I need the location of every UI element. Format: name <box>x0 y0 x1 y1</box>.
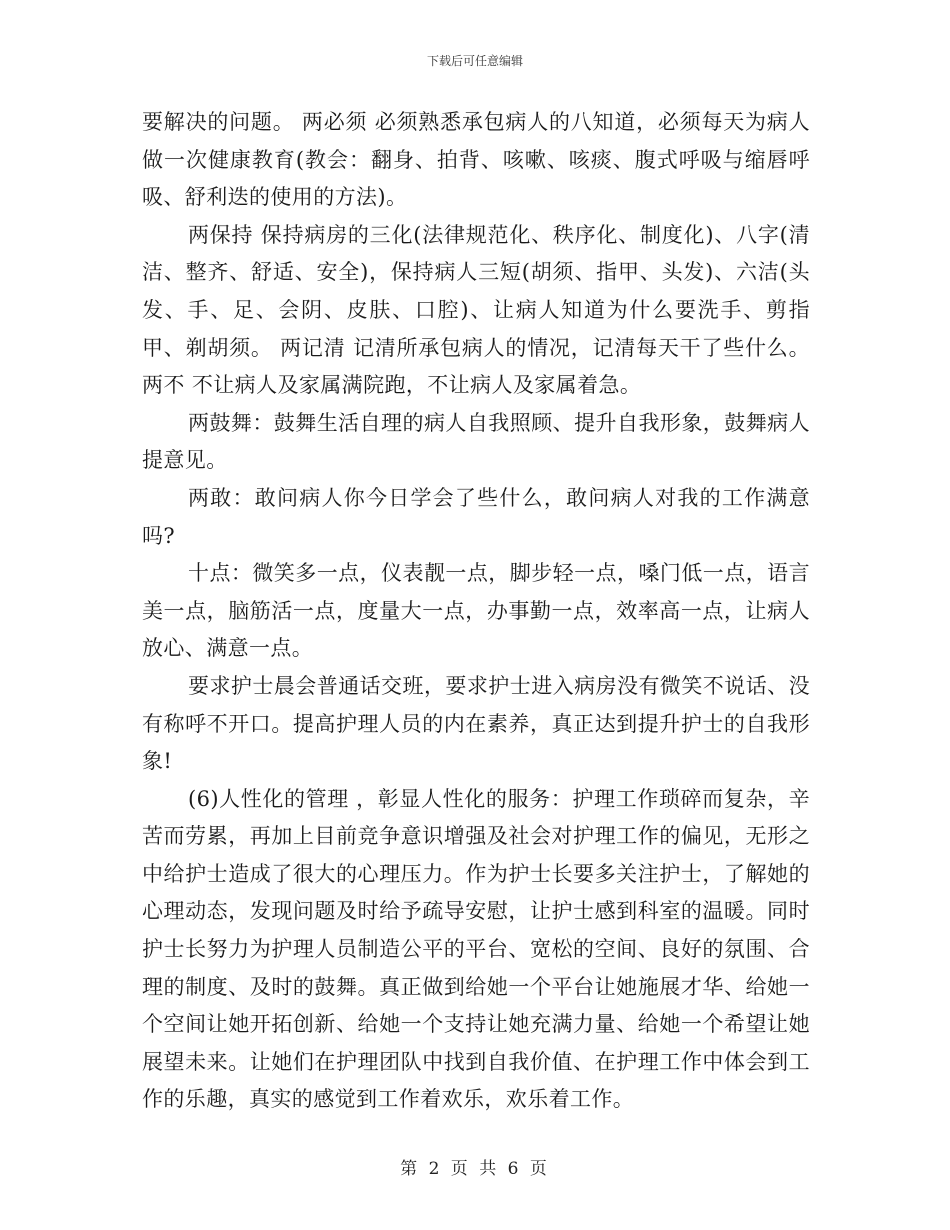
page-number: 第 2 页 共 6 页 <box>400 1159 550 1179</box>
page-header: 下载后可任意编辑 <box>426 54 523 68</box>
paragraph-two-dare: 两敢：敢问病人你今日学会了些什么，敢问病人对我的工作满意吗? <box>142 485 810 548</box>
paragraph-two-encourage: 两鼓舞：鼓舞生活自理的病人自我照顾、提升自我形象，鼓舞病人提意见。 <box>142 410 810 473</box>
paragraph-ten-points: 十点：微笑多一点，仪表靓一点，脚步轻一点，嗓门低一点，语言美一点，脑筋活一点，度量大一点，办事勤一点，效率高一点，让病人放心、满意一点。 <box>142 561 810 661</box>
paragraph-requirements: 要求护士晨会普通话交班，要求护士进入病房没有微笑不说话、没有称呼不开口。提高护理人员的内在素养，真正达到提升护士的自我形象! <box>142 673 810 774</box>
paragraph-two-musts: 要解决的问题。 两必须 必须熟悉承包病人的八知道，必须每天为病人做一次健康教育(教会：翻身、拍背、咳嗽、咳痰、腹式呼吸与缩唇呼吸、舒利迭的使用的方法)。 <box>142 110 810 210</box>
paragraph-two-maintains: 两保持 保持病房的三化(法律规范化、秩序化、制度化)、八字(清洁、整齐、舒适、安全)，保持病人三短(胡须、指甲、头发)、六洁(头发、手、足、会阴、皮肤、口腔)、让病人知道为什么要洗手、剪指甲、剃胡须。 两记清 记清所承包病人的情况，记清每天干了些什么。 两不 不让病人及家属满院跑，不让病人及家属着急。 <box>142 222 810 398</box>
paragraph-humanized-management: (6)人性化的管理 ，彰显人性化的服务：护理工作琐碎而复杂，辛苦而劳累，再加上目前竞争意识增强及社会对护理工作的偏见，无形之中给护士造成了很大的心理压力。作为护士长要多关注护士，了解她的心理动态，发现问题及时给予疏导安慰，让护士感到科室的温暖。同时护士长努力为护理人员制造公平的平台、宽松的空间、良好的氛围、合理的制度、及时的鼓舞。真正做到给她一个平台让她施展才华、给她一个空间让她开拓创新、给她一个支持让她充满力量、给她一个希望让她展望未来。让她们在护理团队中找到自我价值、在护理工作中体会到工作的乐趣，真实的感觉到工作着欢乐，欢乐着工作。 <box>142 786 810 1112</box>
document-body <box>142 104 810 1119</box>
